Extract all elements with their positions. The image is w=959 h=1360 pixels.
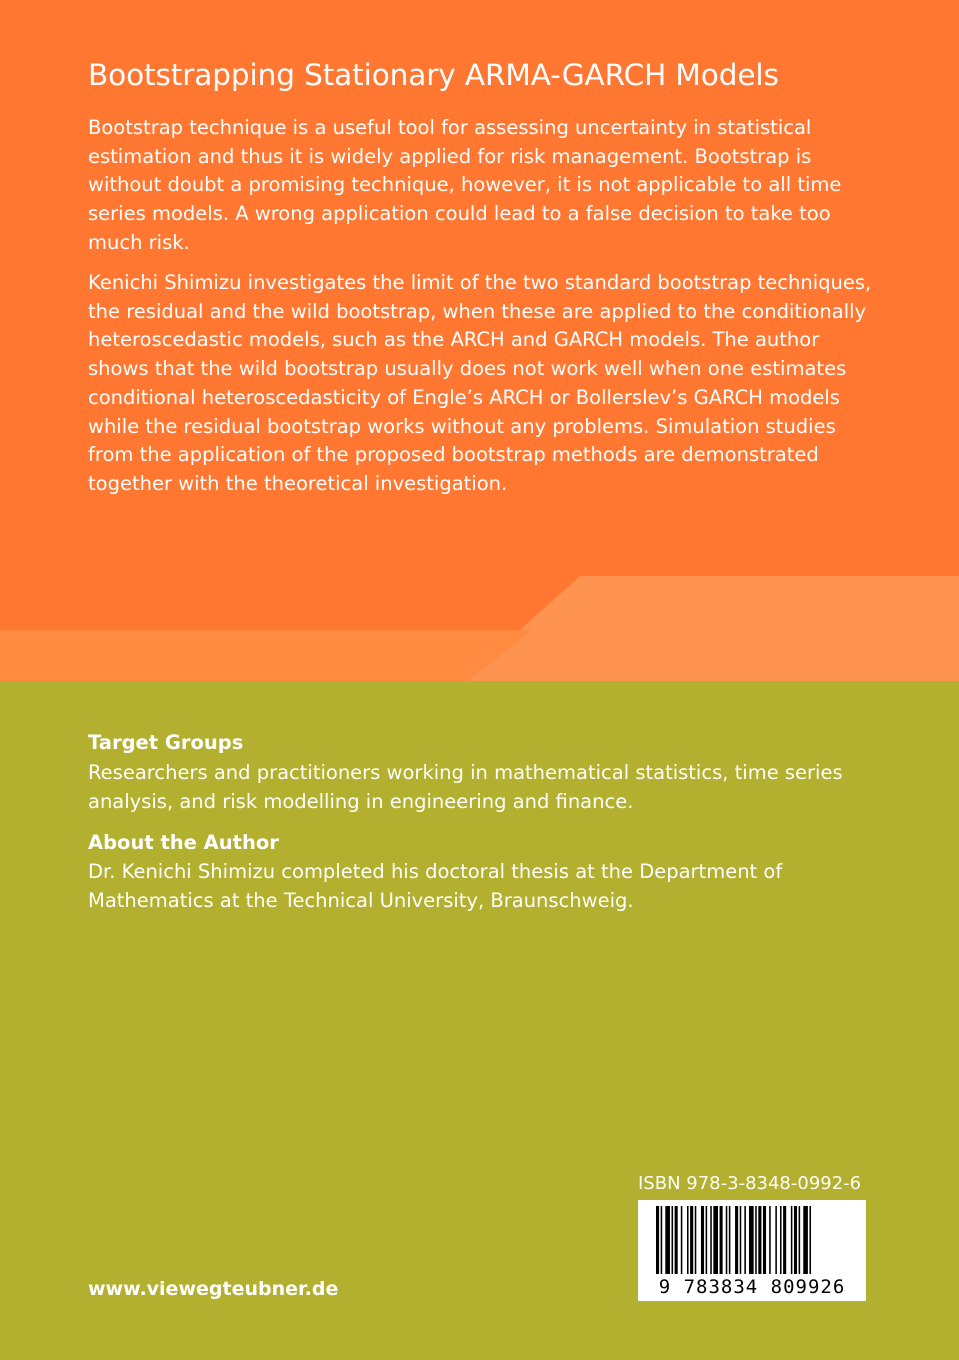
barcode-bar — [740, 1206, 742, 1274]
barcode-bar — [695, 1206, 697, 1274]
barcode-bar — [783, 1206, 786, 1274]
orange-stripe-band — [0, 576, 959, 682]
barcode-bar — [729, 1206, 731, 1274]
barcode-bar — [706, 1206, 708, 1274]
barcode-bar — [720, 1206, 723, 1274]
barcode-bar — [690, 1206, 693, 1274]
barcode-bar — [809, 1206, 811, 1274]
barcode-bar — [735, 1206, 738, 1274]
website-url[interactable]: www.viewegteubner.de — [88, 1278, 339, 1300]
target-groups-heading: Target Groups — [88, 731, 244, 754]
barcode-bar — [791, 1206, 793, 1274]
barcode-bar — [726, 1206, 728, 1274]
about-author-heading: About the Author — [88, 831, 279, 854]
barcode-bar — [701, 1206, 704, 1274]
mid-orange-stripe — [0, 630, 532, 681]
barcode-digits: 9 783834 809926 — [658, 1276, 846, 1298]
barcode-bar — [665, 1206, 670, 1274]
description-paragraph-2: Kenichi Shimizu investigates the limit of the two standard bootstrap techniques, the residual and the wild bootstrap, when these are applied to the conditionally heteroscedastic models, such as the ARCH and GARCH models. The author shows that the wild bootstrap usually does not work well when one estimates conditional heteroscedasticity of Engle’s ARCH or Bollerslev’s GARCH models while the residual bootstrap works without any problems. Simulation studies from the application of the proposed bootstrap methods are demonstrated together with the theoretical investigation. — [88, 271, 872, 495]
barcode-bar — [710, 1206, 712, 1274]
about-author-text: Dr. Kenichi Shimizu completed his doctoral thesis at the Department of Mathematics at the Technical University, Braunschweig. — [88, 860, 783, 912]
barcode-bar — [799, 1206, 801, 1274]
barcode-bar — [803, 1206, 808, 1274]
barcode-bar — [744, 1206, 746, 1274]
isbn-label: ISBN 978-3-8348-0992-6 — [638, 1173, 862, 1194]
barcode-bar — [672, 1206, 674, 1274]
barcode-bar — [713, 1206, 718, 1274]
barcode-bar — [687, 1206, 689, 1274]
barcode-bar — [681, 1206, 683, 1274]
target-groups-text: Researchers and practitioners working in mathematical statistics, time series analysis, and risk modelling in engineering and finance. — [88, 761, 843, 813]
barcode-bar — [780, 1206, 782, 1274]
book-title: Bootstrapping Stationary ARMA-GARCH Models — [88, 58, 779, 92]
barcode-bar — [661, 1206, 663, 1274]
barcode-bar — [794, 1206, 797, 1274]
barcode-bar — [775, 1206, 777, 1274]
barcode-bar — [763, 1206, 766, 1274]
description-paragraph-1: Bootstrap technique is a useful tool for assessing uncertainty in statistical estimation and thus it is widely applied for risk management. Bootstrap is without doubt a promising technique, however, it is not applicable to all time series models. A wrong application could lead to a false decision to take too much risk. — [88, 116, 842, 254]
barcode-bar — [675, 1206, 678, 1274]
barcode — [638, 1200, 866, 1301]
barcode-bar — [755, 1206, 757, 1274]
barcode-bar — [749, 1206, 754, 1274]
barcode-bar — [656, 1206, 659, 1274]
barcode-bar — [769, 1206, 771, 1274]
barcode-bar — [758, 1206, 761, 1274]
